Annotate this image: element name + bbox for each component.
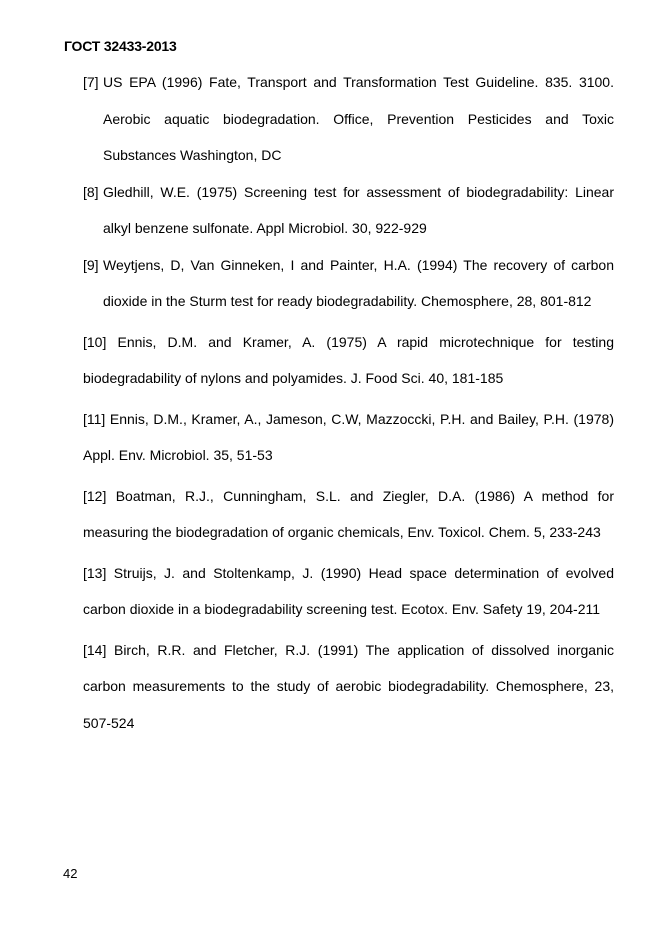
reference-item-12 [83, 478, 614, 551]
page-number: 42 [63, 866, 78, 881]
document-header: ГОСТ 32433-2013 [64, 38, 177, 54]
reference-item-11 [83, 401, 614, 474]
reference-item-10 [83, 324, 614, 397]
reference-text: Ennis, D.M., Kramer, A., Jameson, C.W, Mazzoccki, P.H. and Bailey, P.H. (1978) Appl. Env. Microbiol. 35, 51-53 [83, 410, 614, 463]
reference-text: US EPA (1996) Fate, Transport and Transformation Test Guideline. 835. 3100. Aerobic aquatic biodegradation. Office, Prevention Pesticides and Toxic Substances Washington, DC [103, 74, 614, 163]
reference-text: Boatman, R.J., Cunningham, S.L. and Ziegler, D.A. (1986) A method for measuring the biodegradation of organic chemicals, Env. Toxicol. Chem. 5, 233-243 [83, 487, 614, 540]
reference-text: Struijs, J. and Stoltenkamp, J. (1990) Head space determination of evolved carbon dioxide in a biodegradability screening test. Ecotox. Env. Safety 19, 204-211 [83, 564, 614, 617]
reference-number: [11] [83, 410, 106, 427]
reference-item-7 [83, 64, 614, 174]
reference-text: Weytjens, D, Van Ginneken, I and Painter, H.A. (1994) The recovery of carbon dioxide in the Sturm test for ready biodegradability. Chemosphere, 28, 801-812 [103, 256, 614, 309]
reference-text: Ennis, D.M. and Kramer, A. (1975) A rapid microtechnique for testing biodegradability of nylons and polyamides. J. Food Sci. 40, 181-185 [83, 333, 614, 386]
reference-number: [9] [83, 256, 99, 273]
reference-number: [14] [83, 641, 107, 658]
reference-number: [12] [83, 487, 107, 504]
reference-item-8 [83, 174, 614, 247]
reference-number: [7] [83, 74, 99, 90]
reference-item-9 [83, 247, 614, 320]
reference-item-13 [83, 555, 614, 628]
reference-list [83, 64, 614, 741]
reference-text: Gledhill, W.E. (1975) Screening test for assessment of biodegradability: Linear alkyl benzene sulfonate. Appl Microbiol. 30, 922-929 [103, 183, 614, 236]
reference-number: [8] [83, 183, 99, 200]
reference-number: [13] [83, 564, 107, 581]
reference-text: Birch, R.R. and Fletcher, R.J. (1991) The application of dissolved inorganic carbon measurements to the study of aerobic biodegradability. Chemosphere, 23, 507-524 [83, 641, 614, 731]
reference-number: [10] [83, 333, 107, 350]
reference-item-14 [83, 632, 614, 742]
